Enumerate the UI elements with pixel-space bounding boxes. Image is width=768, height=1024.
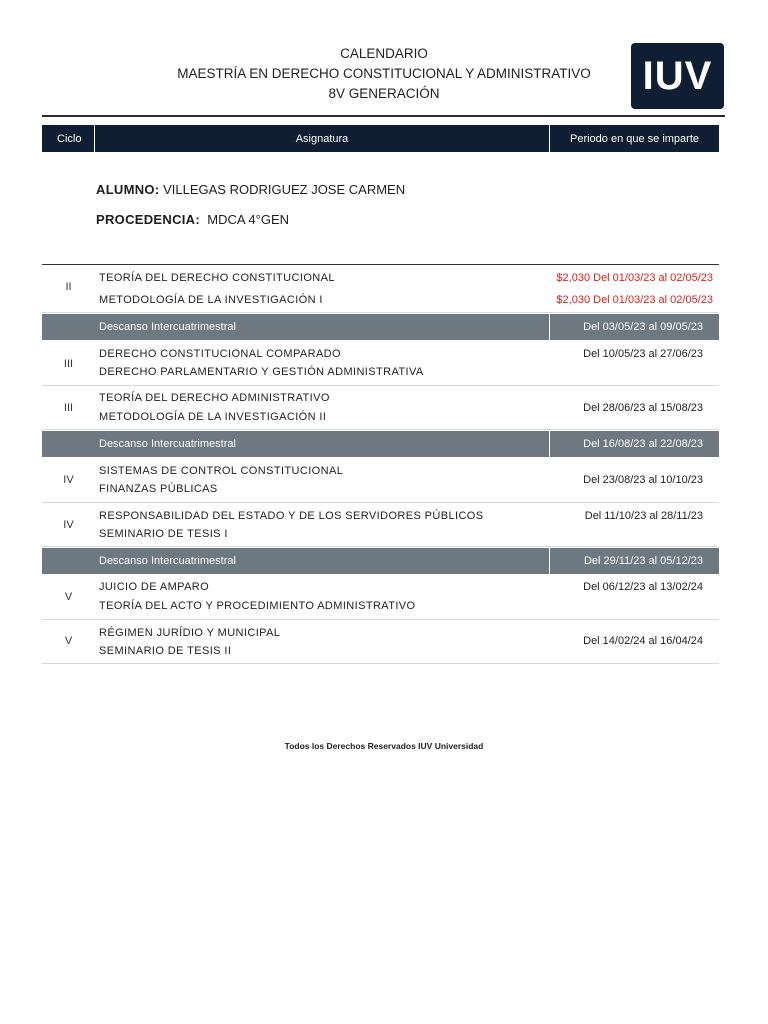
column-header-asignatura — [95, 125, 549, 152]
table-row — [42, 386, 719, 430]
break-divider — [549, 431, 550, 457]
break-divider — [549, 548, 550, 574]
row-ciclo: II — [65, 281, 72, 293]
row-period: Del 10/05/23 al 27/06/23 — [583, 348, 703, 360]
column-header-ciclo-label: Ciclo — [57, 132, 82, 145]
row-subject-2: FINANZAS PÚBLICAS — [99, 483, 218, 495]
header-generation: 8V GENERACIÓN — [328, 86, 440, 101]
student-procedencia-line — [96, 212, 289, 227]
row-price-period-1: $2,030 Del 01/03/23 al 02/05/23 — [556, 272, 713, 284]
break-divider — [549, 314, 550, 340]
table-row — [42, 575, 719, 620]
table-row — [42, 503, 719, 547]
row-subject-2: SEMINARIO DE TESIS I — [99, 528, 228, 540]
student-name-line — [96, 182, 405, 197]
document-header — [100, 44, 668, 104]
row-period: Del 23/08/23 al 10/10/23 — [583, 474, 703, 486]
row-subject-1: JUICIO DE AMPARO — [99, 581, 210, 593]
break-row — [42, 431, 719, 457]
row-subject-1: RÉGIMEN JURÍDIO Y MUNICIPAL — [99, 627, 281, 639]
row-ciclo: V — [64, 591, 73, 603]
row-ciclo: III — [63, 358, 74, 370]
row-period: Del 28/06/23 al 15/08/23 — [583, 402, 703, 414]
row-period: Del 14/02/24 al 16/04/24 — [583, 635, 703, 647]
row-subject-2: METODOLOGÍA DE LA INVESTIGACIÓN I — [99, 294, 323, 306]
row-subject-2: SEMINARIO DE TESIS II — [99, 645, 232, 657]
procedencia-value: MDCA 4°GEN — [207, 212, 290, 227]
iuv-logo — [631, 43, 724, 109]
row-ciclo: III — [63, 402, 74, 414]
break-label: Descanso Intercuatrimestral — [99, 321, 236, 333]
row-price-period-2: $2,030 Del 01/03/23 al 02/05/23 — [556, 294, 713, 306]
table-row — [42, 620, 719, 664]
row-subject-2: DERECHO PARLAMENTARIO Y GESTIÓN ADMINISTRATIVA — [99, 366, 424, 378]
column-header-ciclo — [42, 125, 94, 152]
break-period: Del 03/05/23 al 09/05/23 — [583, 321, 703, 333]
break-period: Del 16/08/23 al 22/08/23 — [583, 438, 703, 450]
logo-text: IUV — [642, 53, 713, 98]
break-period: Del 29/11/23 al 05/12/23 — [583, 555, 703, 567]
row-subject-1: RESPONSABILIDAD DEL ESTADO Y DE LOS SERVIDORES PÚBLICOS — [99, 510, 484, 522]
row-subject-2: TEORÍA DEL ACTO Y PROCEDIMIENTO ADMINISTRATIVO — [99, 600, 416, 612]
header-divider — [42, 115, 725, 117]
row-period: Del 06/12/23 al 13/02/24 — [583, 581, 703, 593]
row-subject-2: METODOLOGÍA DE LA INVESTIGACIÓN II — [99, 411, 327, 423]
table-row — [42, 265, 719, 313]
table-row — [42, 458, 719, 503]
row-ciclo: IV — [63, 474, 74, 486]
break-label: Descanso Intercuatrimestral — [99, 555, 236, 567]
row-ciclo: IV — [63, 519, 74, 531]
procedencia-label: PROCEDENCIA: — [96, 212, 200, 227]
alumno-value: VILLEGAS RODRIGUEZ JOSE CARMEN — [163, 182, 406, 197]
row-ciclo: V — [64, 635, 73, 647]
row-subject-1: DERECHO CONSTITUCIONAL COMPARADO — [99, 348, 341, 360]
header-program: MAESTRÍA EN DERECHO CONSTITUCIONAL Y ADMINISTRATIVO — [177, 66, 591, 81]
break-row — [42, 548, 719, 574]
break-row — [42, 314, 719, 340]
row-subject-1: TEORÍA DEL DERECHO ADMINISTRATIVO — [99, 392, 330, 404]
column-header-asignatura-label: Asignatura — [295, 132, 349, 145]
footer-copyright: Todos los Derechos Reservados IUV Universidad — [284, 741, 484, 751]
column-header-periodo-label: Periodo en que se imparte — [569, 132, 700, 145]
table-row — [42, 341, 719, 386]
column-header-periodo — [550, 125, 719, 152]
alumno-label: ALUMNO: — [96, 182, 160, 197]
row-subject-1: SISTEMAS DE CONTROL CONSTITUCIONAL — [99, 465, 344, 477]
row-subject-1: TEORÍA DEL DERECHO CONSTITUCIONAL — [99, 272, 335, 284]
header-title: CALENDARIO — [340, 46, 428, 61]
row-period: Del 11/10/23 al 28/11/23 — [584, 510, 703, 522]
break-label: Descanso Intercuatrimestral — [99, 438, 236, 450]
